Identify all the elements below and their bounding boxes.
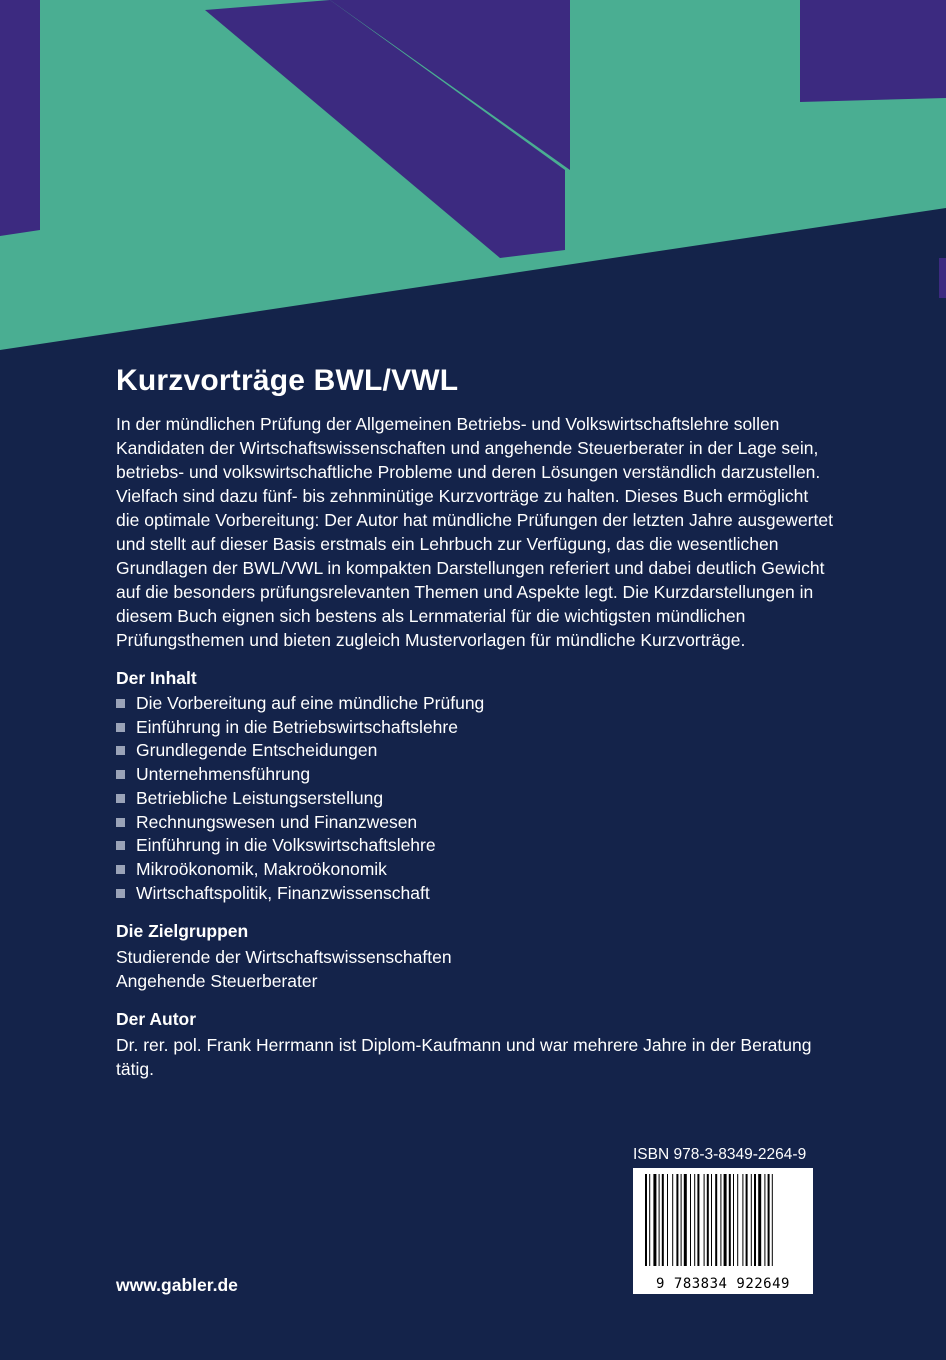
list-item: Wirtschaftspolitik, Finanzwissenschaft: [116, 882, 836, 906]
isbn-label: ISBN 978-3-8349-2264-9: [633, 1146, 807, 1163]
barcode-icon: [633, 1168, 813, 1272]
bullet-square-icon: [116, 746, 125, 755]
list-item: Betriebliche Leistungserstellung: [116, 787, 836, 811]
inhalt-list: [116, 692, 836, 905]
cover-graphic: [0, 0, 946, 350]
list-item: Mikroökonomik, Makroökonomik: [116, 858, 836, 882]
bullet-square-icon: [116, 841, 125, 850]
autor-text: Dr. rer. pol. Frank Herrmann ist Diplom-Kaufmann und war mehrere Jahre in der Beratung tätig.: [116, 1035, 812, 1080]
bullet-square-icon: [116, 865, 125, 874]
bullet-square-icon: [116, 889, 125, 898]
zielgruppe-line: Angehende Steuerberater: [116, 971, 318, 992]
book-title: Kurzvorträge BWL/VWL: [116, 364, 459, 397]
zielgruppe-line: Studierende der Wirtschaftswissenschaften: [116, 947, 452, 968]
inhalt-heading: Der Inhalt: [116, 668, 197, 688]
autor-heading: Der Autor: [116, 1009, 197, 1030]
list-item: Die Vorbereitung auf eine mündliche Prüfung: [116, 692, 836, 716]
bullet-square-icon: [116, 699, 125, 708]
bullet-square-icon: [116, 723, 125, 732]
publisher-url[interactable]: www.gabler.de: [116, 1275, 238, 1295]
back-cover-text: [116, 364, 836, 1081]
book-description: In der mündlichen Prüfung der Allgemeinen Betriebs- und Volkswirtschaftslehre sollen Kandidaten der Wirtschaftswissenschaften und angehende Steuerberater in der Lage sein, betriebs- und volkswirtschaftliche Probleme und deren Lösungen verständlich darzustellen. Vielfach sind dazu fünf- bis zehnminütige Kurzvorträge zu halten. Dieses Buch ermöglicht die optimale Vorbereitung: Der Autor hat mündliche Prüfungen der letzten Jahre ausgewertet und stellt auf dieser Basis erstmals ein Lehrbuch zur Verfügung, das die wesentlichen Grundlagen der BWL/VWL in kompakten Darstellungen referiert und dabei deutlich Gewicht auf die besonders prüfungsrelevanten Themen und Aspekte legt. Die Kurzdarstellungen in diesem Buch eignen sich bestens als Lernmaterial für die wichtigsten mündlichen Prüfungsthemen und bieten zugleich Mustervorlagen für mündliche Kurzvorträge.: [116, 414, 833, 650]
list-item: Grundlegende Entscheidungen: [116, 739, 836, 763]
bullet-square-icon: [116, 794, 125, 803]
zielgruppen-heading: Die Zielgruppen: [116, 921, 249, 942]
list-item: Unternehmensführung: [116, 763, 836, 787]
bullet-square-icon: [116, 818, 125, 827]
barcode-digits: 9 783834 922649: [656, 1276, 790, 1292]
bullet-square-icon: [116, 770, 125, 779]
list-item: Einführung in die Betriebswirtschaftslehre: [116, 716, 836, 740]
barcode: [633, 1168, 813, 1294]
list-item: Rechnungswesen und Finanzwesen: [116, 811, 836, 835]
list-item: Einführung in die Volkswirtschaftslehre: [116, 834, 836, 858]
